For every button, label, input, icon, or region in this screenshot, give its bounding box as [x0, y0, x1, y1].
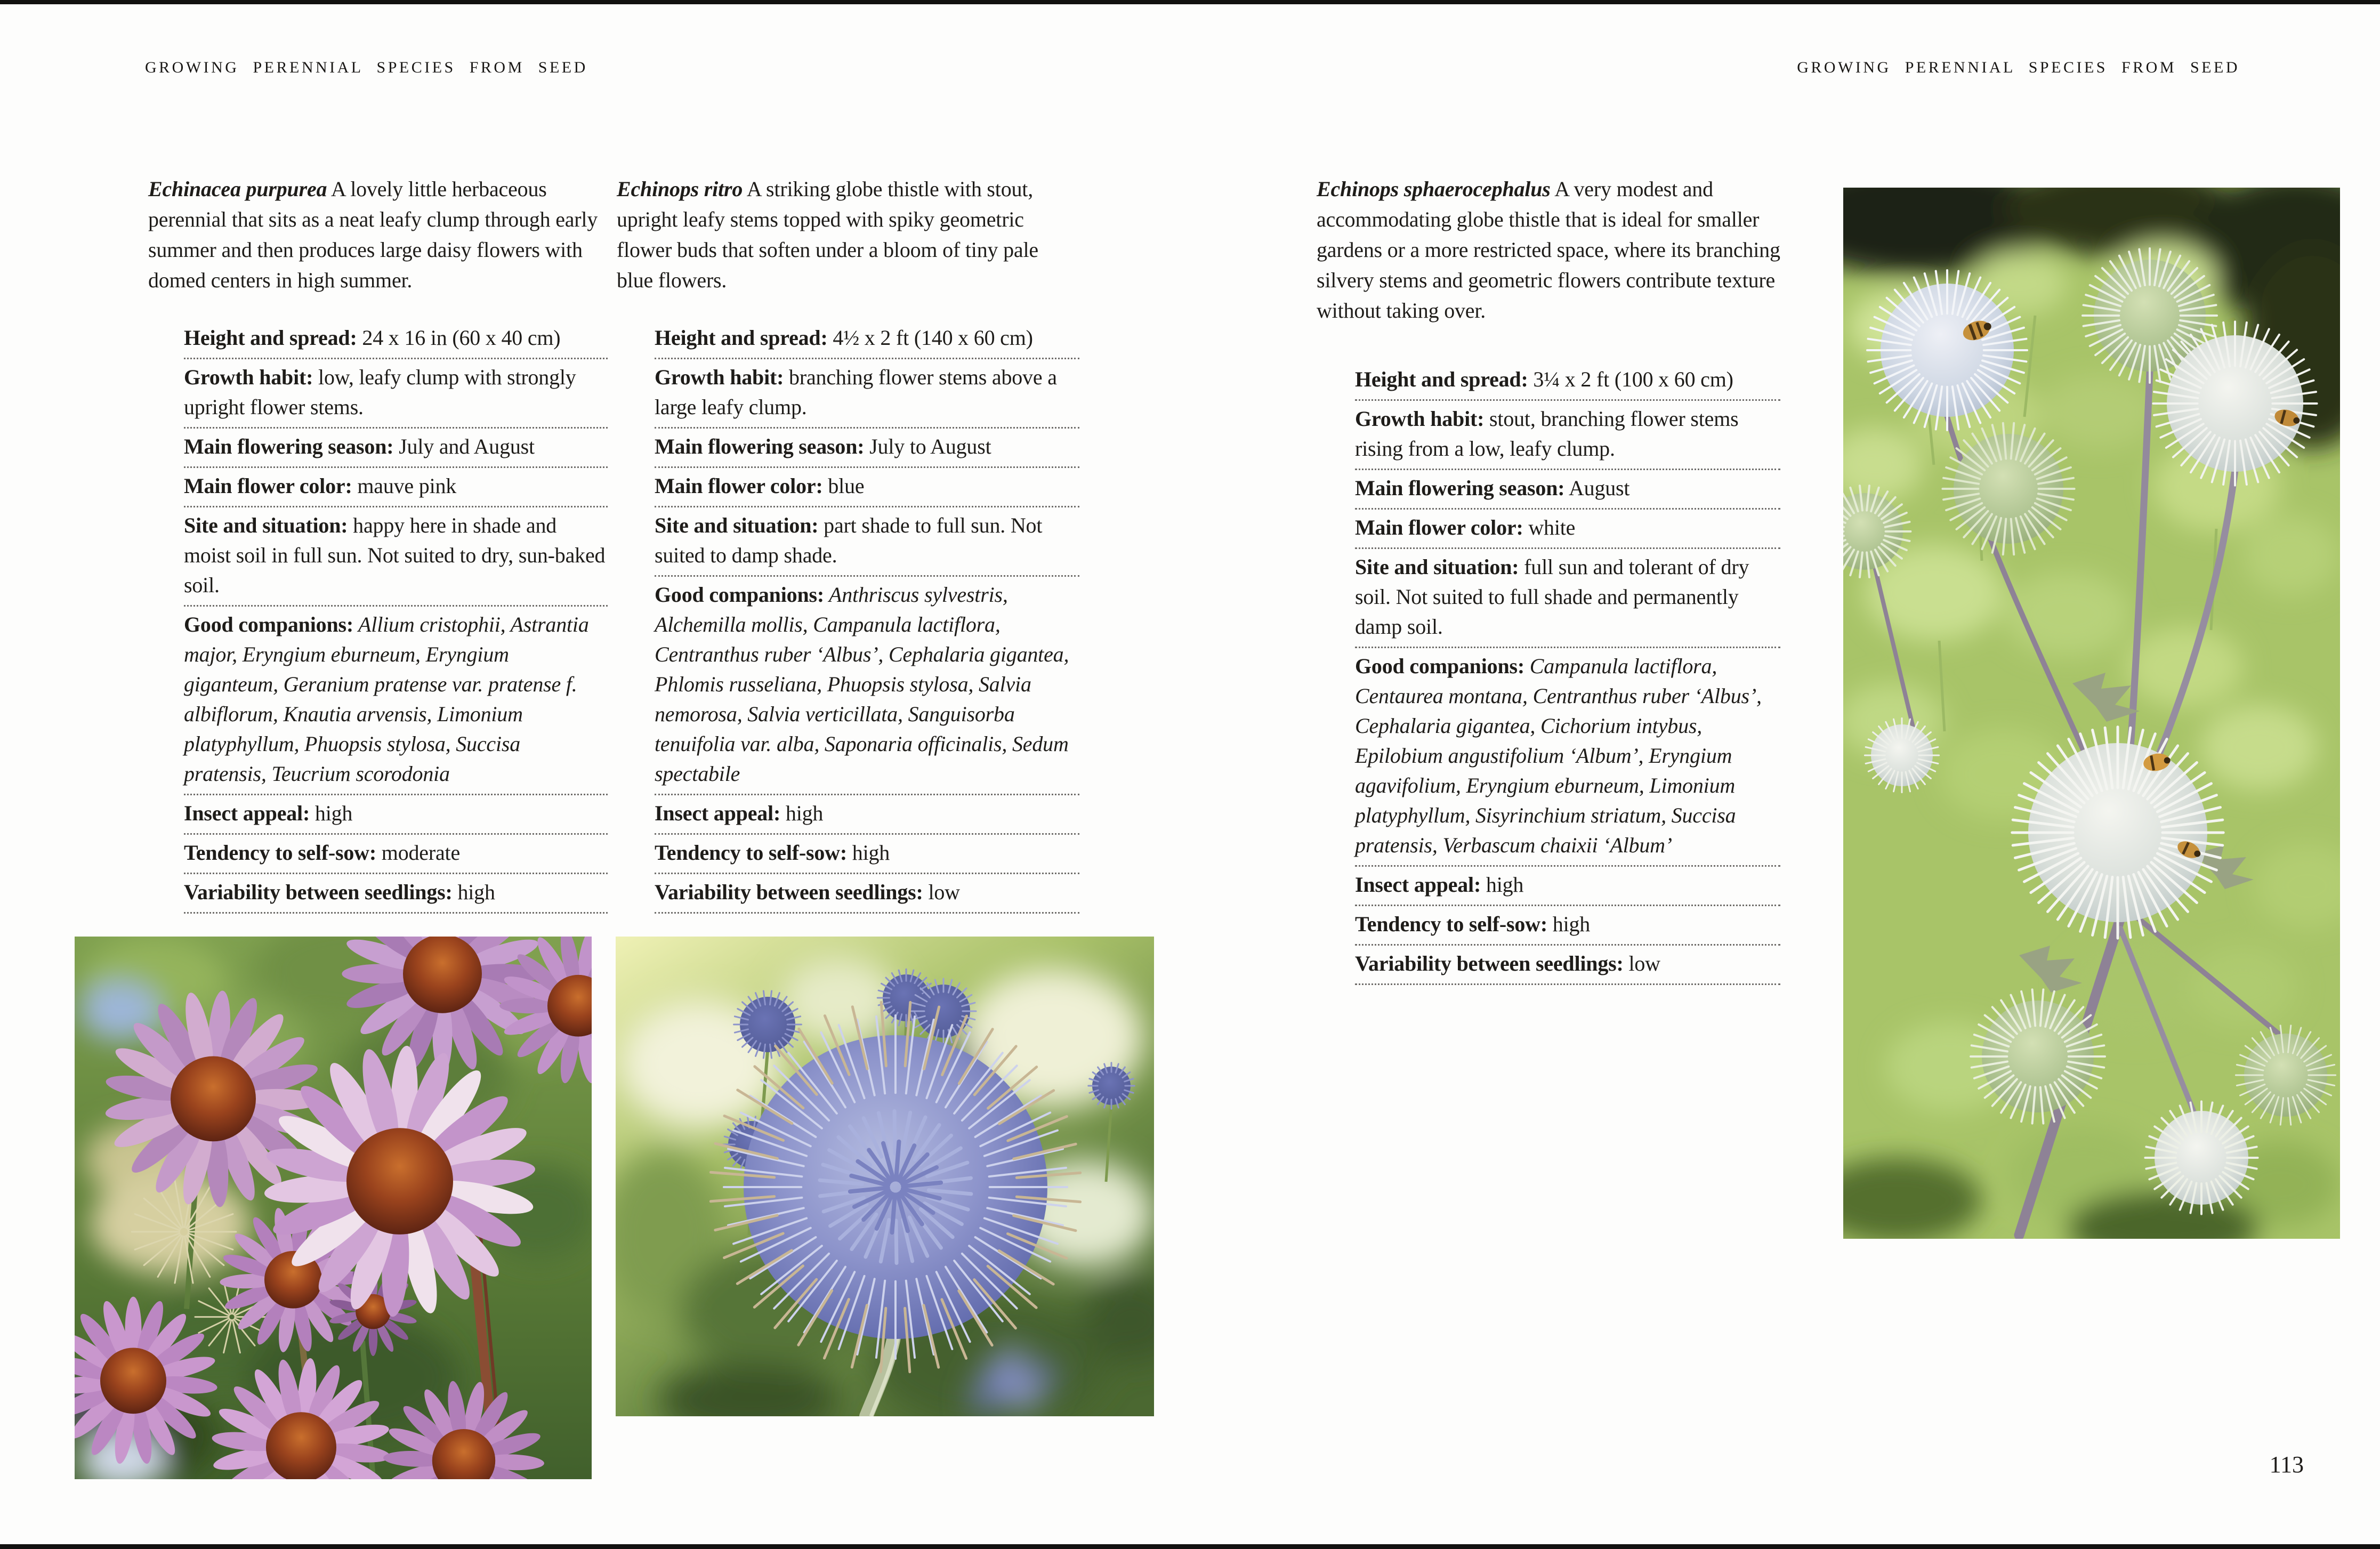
detail-value: 3¼ x 2 ft (100 x 60 cm): [1528, 367, 1733, 391]
details-table-echinacea-purpurea: [184, 320, 608, 914]
detail-label: Main flower color:: [655, 474, 823, 498]
entry-intro-echinops-sphaerocephalus: [1317, 174, 1786, 326]
detail-label: Height and spread:: [655, 326, 828, 350]
detail-row: [1355, 906, 1780, 946]
detail-row: [184, 320, 608, 359]
detail-row: [184, 468, 608, 507]
detail-value: Allium cristophii, Astrantia major, Eryngium eburneum, Eryngium giganteum, Geranium pratense var. pratense f. albiflorum, Knautia arvensis, Limonium platyphyllum, Phuopsis stylosa, Succisa pratensis, Teucrium scorodonia: [184, 612, 589, 786]
species-description: A striking globe thistle with stout, upright leafy stems topped with spiky geometric flower buds that soften under a bloom of tiny pale blue flowers.: [617, 177, 1038, 292]
detail-value: mauve pink: [352, 474, 457, 498]
detail-label: Main flower color:: [1355, 515, 1523, 539]
detail-value: August: [1564, 476, 1630, 500]
entry-intro-echinacea-purpurea: [148, 174, 611, 295]
detail-value: low, leafy clump with strongly upright flower stems.: [184, 365, 576, 419]
detail-row: [655, 359, 1079, 429]
detail-row: [1355, 867, 1780, 906]
detail-label: Tendency to self-sow:: [1355, 912, 1547, 936]
detail-value: branching flower stems above a large leafy clump.: [655, 365, 1057, 419]
detail-label: Tendency to self-sow:: [655, 841, 847, 865]
detail-label: Variability between seedlings:: [655, 880, 923, 904]
detail-value: stout, branching flower stems rising from a low, leafy clump.: [1355, 407, 1739, 461]
detail-label: Growth habit:: [1355, 407, 1485, 431]
detail-value: white: [1523, 515, 1576, 539]
detail-value: full sun and tolerant of dry soil. Not suited to full shade and permanently damp soil.: [1355, 555, 1749, 639]
detail-label: Main flower color:: [184, 474, 352, 498]
detail-row: [1355, 401, 1780, 470]
top-edge-bar: [0, 0, 2380, 4]
detail-value: July to August: [864, 434, 991, 458]
photo-echinops-ritro-art: [616, 937, 1154, 1416]
detail-label: Insect appeal:: [1355, 873, 1481, 897]
detail-row: [1355, 361, 1780, 401]
details-table-echinops-sphaerocephalus: [1355, 361, 1780, 985]
detail-row: [184, 835, 608, 874]
detail-value: blue: [822, 474, 865, 498]
detail-value: 4½ x 2 ft (140 x 60 cm): [827, 326, 1033, 350]
detail-label: Insect appeal:: [655, 801, 781, 825]
photo-echinops-sphaerocephalus-art: [1843, 188, 2340, 1239]
detail-label: Site and situation:: [1355, 555, 1519, 579]
species-name: Echinops ritro: [617, 177, 743, 201]
running-head-right: GROWING PERENNIAL SPECIES FROM SEED: [1797, 59, 2240, 76]
detail-value: happy here in shade and moist soil in full sun. Not suited to dry, sun-baked soil.: [184, 513, 606, 597]
detail-row: [655, 468, 1079, 507]
detail-row: [184, 429, 608, 468]
detail-label: Good companions:: [184, 612, 353, 636]
detail-label: Main flowering season:: [655, 434, 865, 458]
detail-label: Tendency to self-sow:: [184, 841, 376, 865]
bottom-edge-bar: [0, 1544, 2380, 1549]
detail-value: high: [780, 801, 824, 825]
detail-row: [1355, 470, 1780, 510]
detail-label: Variability between seedlings:: [184, 880, 453, 904]
detail-label: Main flowering season:: [1355, 476, 1565, 500]
detail-label: Growth habit:: [184, 365, 313, 389]
detail-value: moderate: [376, 841, 460, 865]
detail-label: Growth habit:: [655, 365, 784, 389]
detail-row: [184, 507, 608, 607]
detail-label: Insect appeal:: [184, 801, 310, 825]
detail-row: [655, 320, 1079, 359]
detail-label: Good companions:: [655, 583, 824, 607]
detail-value: high: [846, 841, 890, 865]
detail-label: Good companions:: [1355, 654, 1524, 678]
detail-row: [1355, 549, 1780, 648]
running-head-left: GROWING PERENNIAL SPECIES FROM SEED: [145, 59, 588, 76]
page-number: 113: [2269, 1451, 2304, 1478]
detail-row: [655, 577, 1079, 795]
detail-row: [184, 874, 608, 914]
photo-echinacea-purpurea-art: [75, 937, 592, 1479]
detail-row: [1355, 510, 1780, 549]
photo-echinops-sphaerocephalus: [1843, 188, 2340, 1239]
details-table-echinops-ritro: [655, 320, 1079, 914]
detail-row: [184, 795, 608, 835]
detail-label: Main flowering season:: [184, 434, 394, 458]
species-description: A very modest and accommodating globe thistle that is ideal for smaller gardens or a more restricted space, where its branching silvery stems and geometric flowers contribute texture without taking over.: [1317, 177, 1780, 322]
species-name: Echinacea purpurea: [148, 177, 327, 201]
detail-label: Variability between seedlings:: [1355, 951, 1624, 975]
detail-row: [655, 874, 1079, 914]
photo-echinops-ritro: [616, 937, 1154, 1416]
detail-label: Site and situation:: [184, 513, 348, 537]
entry-intro-echinops-ritro: [617, 174, 1079, 295]
detail-value: low: [1623, 951, 1660, 975]
detail-row: [655, 429, 1079, 468]
detail-value: July and August: [393, 434, 535, 458]
detail-value: high: [1481, 873, 1524, 897]
detail-row: [655, 795, 1079, 835]
detail-label: Height and spread:: [1355, 367, 1528, 391]
detail-row: [1355, 946, 1780, 985]
species-name: Echinops sphaerocephalus: [1317, 177, 1551, 201]
detail-row: [184, 359, 608, 429]
detail-value: Anthriscus sylvestris, Alchemilla mollis, Campanula lactiflora, Centranthus ruber ‘Albus’, Cephalaria gigantea, Phlomis russeliana, Phuopsis stylosa, Salvia nemorosa, Salvia verticillata, Sanguisorba tenuifolia var. alba, Saponaria officinalis, Sedum spectabile: [655, 583, 1069, 786]
detail-row: [655, 507, 1079, 577]
detail-row: [184, 607, 608, 795]
detail-row: [655, 835, 1079, 874]
detail-value: high: [1547, 912, 1591, 936]
detail-label: Height and spread:: [184, 326, 357, 350]
species-description: A lovely little herbaceous perennial that sits as a neat leafy clump through early summer and then produces large daisy flowers with domed centers in high summer.: [148, 177, 598, 292]
detail-value: high: [452, 880, 495, 904]
detail-row: [1355, 648, 1780, 867]
detail-value: 24 x 16 in (60 x 40 cm): [357, 326, 561, 350]
photo-echinacea-purpurea: [75, 937, 592, 1479]
detail-value: part shade to full sun. Not suited to damp shade.: [655, 513, 1043, 567]
detail-value: Campanula lactiflora, Centaurea montana, Centranthus ruber ‘Albus’, Cephalaria gigantea, Cichorium intybus, Epilobium angustifolium ‘Album’, Eryngium agavifolium, Eryngium eburneum, Limonium platyphyllum, Sisyrinchium striatum, Succisa pratensis, Verbascum chaixii ‘Album’: [1355, 654, 1762, 857]
detail-value: high: [310, 801, 353, 825]
detail-value: low: [923, 880, 960, 904]
detail-label: Site and situation:: [655, 513, 819, 537]
